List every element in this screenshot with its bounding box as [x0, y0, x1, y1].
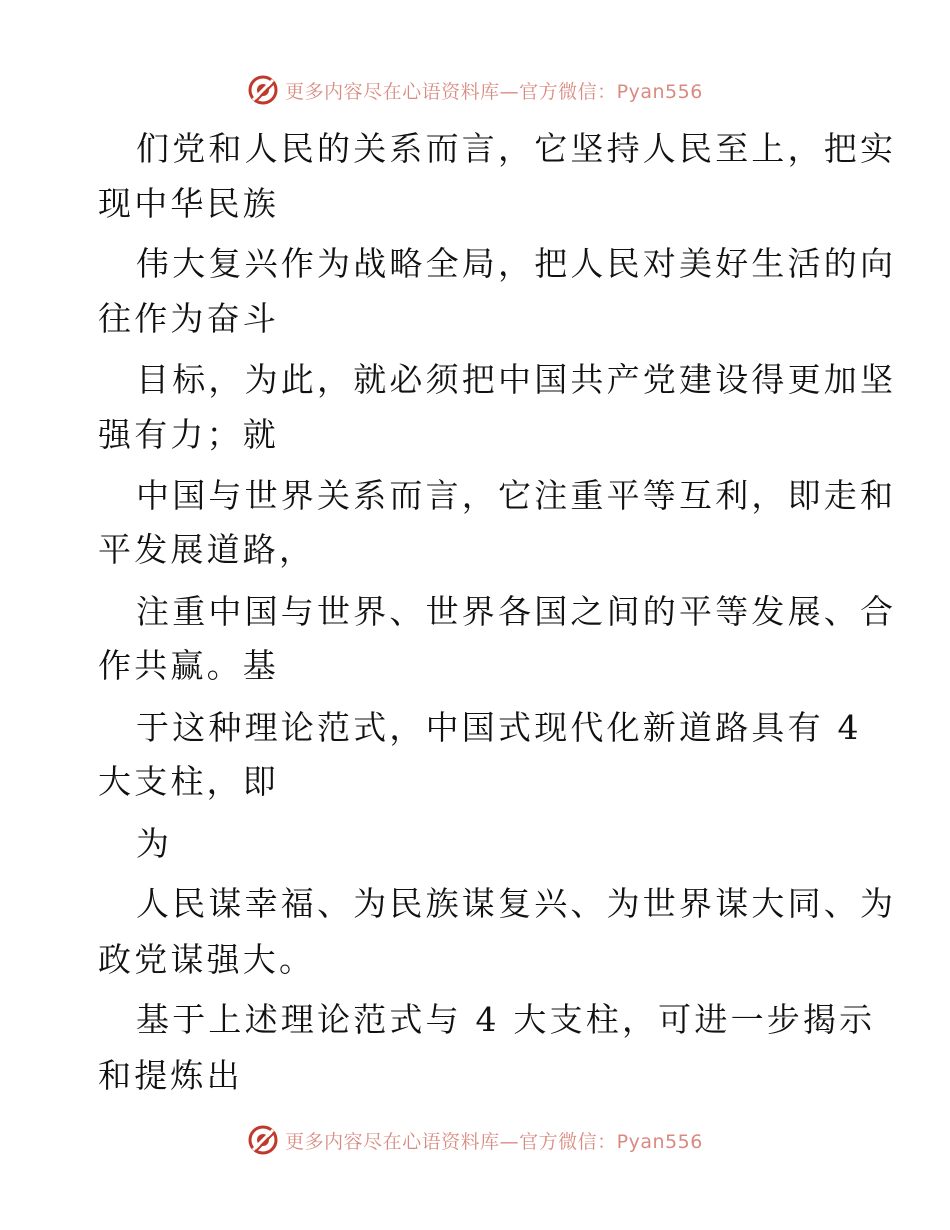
- text-line: 往作为奋斗: [98, 299, 279, 338]
- footer-watermark: [0, 1120, 950, 1160]
- text-line: 们党和人民的关系而言，它坚持人民至上，把实: [136, 129, 897, 168]
- text-line: 基于上述理论范式与 4 大支柱，可进一步揭示: [136, 1000, 876, 1039]
- seal-logo-icon: [247, 74, 279, 106]
- header-watermark-text: 更多内容尽在心语资料库—官方微信：Pyan556: [285, 80, 703, 103]
- text-line: 强有力；就: [98, 415, 279, 454]
- text-line: 为: [136, 824, 173, 863]
- text-line: 作共赢。基: [98, 646, 279, 685]
- text-line: 政党谋强大。: [98, 940, 316, 979]
- text-line: 现中华民族: [98, 184, 279, 223]
- text-line: 中国与世界关系而言，它注重平等互利，即走和: [136, 476, 897, 515]
- header-watermark: [0, 70, 950, 110]
- text-line: 平发展道路，: [98, 530, 316, 569]
- text-line: 伟大复兴作为战略全局，把人民对美好生活的向: [136, 244, 897, 283]
- text-line: 于这种理论范式，中国式现代化新道路具有 4: [136, 708, 862, 747]
- text-line: 和提炼出: [98, 1056, 243, 1095]
- text-line: 大支柱，即: [98, 762, 279, 801]
- footer-watermark-text: 更多内容尽在心语资料库—官方微信：Pyan556: [285, 1130, 703, 1153]
- text-line: 人民谋幸福、为民族谋复兴、为世界谋大同、为: [136, 884, 897, 923]
- text-line: 目标，为此，就必须把中国共产党建设得更加坚: [136, 360, 897, 399]
- text-line: 注重中国与世界、世界各国之间的平等发展、合: [136, 592, 897, 631]
- seal-logo-icon: [247, 1124, 279, 1156]
